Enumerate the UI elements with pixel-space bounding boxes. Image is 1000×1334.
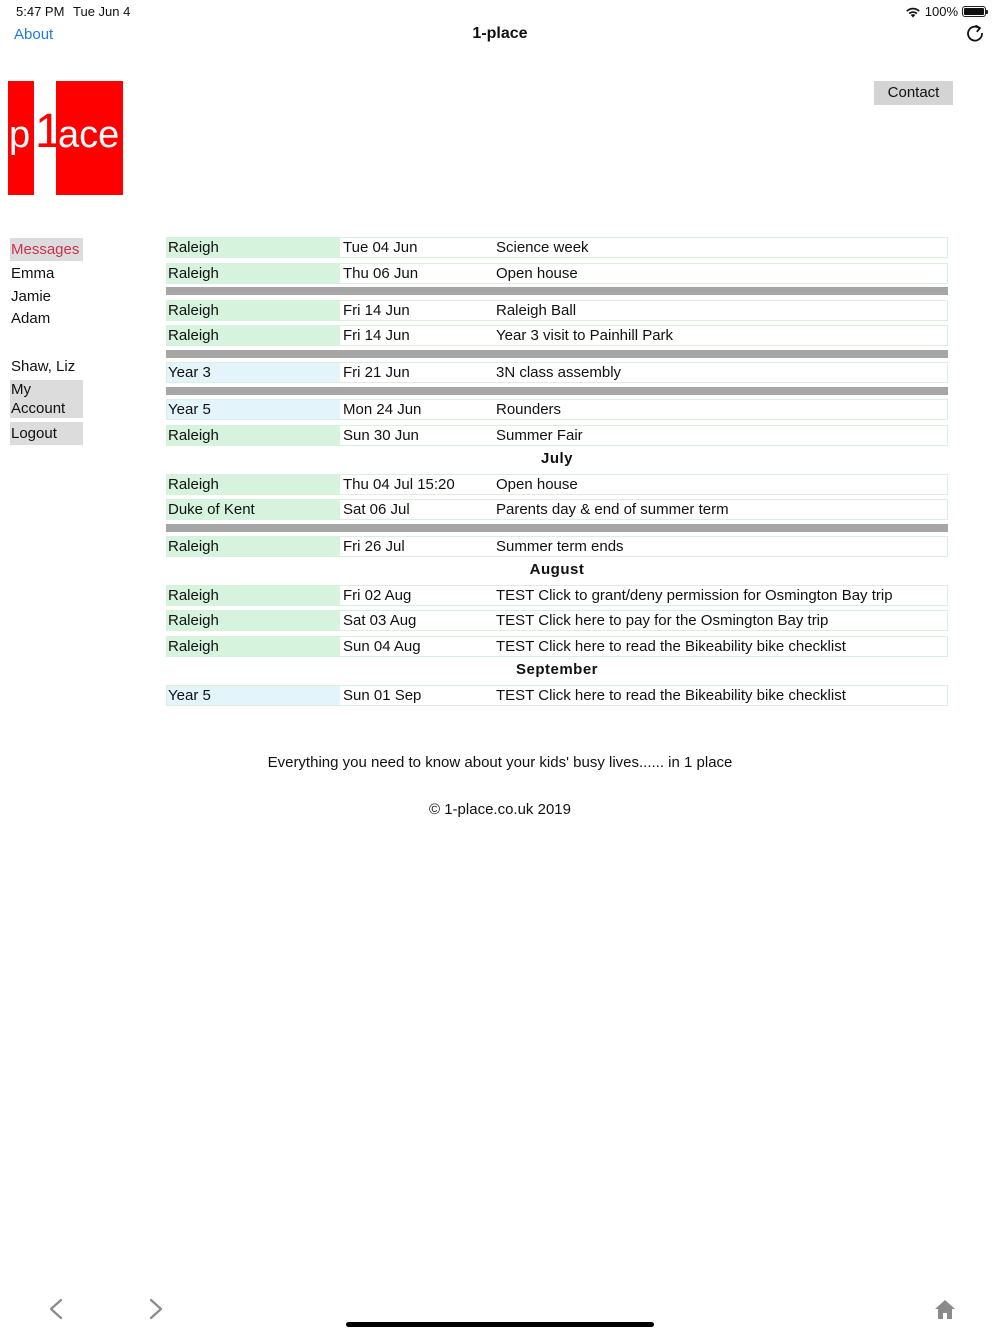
event-title: TEST Click here to read the Bikeability bike checklist: [496, 687, 846, 704]
event-title: Summer term ends: [496, 538, 624, 555]
event-row[interactable]: [166, 585, 948, 606]
home-indicator: [346, 1322, 654, 1327]
event-group: Raleigh: [167, 586, 340, 605]
logo[interactable]: [8, 81, 123, 195]
event-row[interactable]: [166, 263, 948, 284]
month-heading: September: [515, 661, 599, 678]
event-group: Year 5: [167, 686, 340, 705]
event-title: 3N class assembly: [496, 364, 622, 381]
battery-percent: 100%: [924, 4, 958, 19]
sidebar-item-child[interactable]: Emma: [11, 265, 55, 282]
forward-arrow-icon[interactable]: [146, 1297, 166, 1321]
event-row[interactable]: [166, 474, 948, 495]
tagline: Everything you need to know about your kids' busy lives...... in 1 place: [267, 754, 733, 771]
wifi-icon: [905, 6, 921, 18]
event-date: Fri 14 Jun: [343, 327, 410, 344]
event-title: Parents day & end of summer term: [496, 501, 729, 518]
event-title: Summer Fair: [496, 427, 583, 444]
event-group: Year 3: [167, 363, 340, 382]
event-group: Raleigh: [167, 264, 340, 283]
week-separator: [166, 524, 948, 532]
about-link[interactable]: About: [14, 26, 54, 43]
event-row[interactable]: [166, 237, 948, 258]
event-date: Sun 04 Aug: [343, 638, 421, 655]
home-icon[interactable]: [934, 1298, 956, 1320]
status-date: Tue Jun 4: [73, 4, 131, 19]
event-group: Raleigh: [167, 238, 340, 257]
event-date: Thu 04 Jul 15:20: [343, 476, 455, 493]
event-title: TEST Click to grant/deny permission for Osmington Bay trip: [496, 587, 893, 604]
month-heading: July: [540, 450, 573, 467]
event-row[interactable]: [166, 636, 948, 657]
event-row[interactable]: [166, 300, 948, 321]
event-date: Fri 14 Jun: [343, 302, 410, 319]
event-row[interactable]: [166, 499, 948, 520]
event-title: Open house: [496, 476, 578, 493]
event-group: Duke of Kent: [167, 500, 340, 519]
event-row[interactable]: [166, 325, 948, 346]
event-row[interactable]: [166, 362, 948, 383]
event-group: Raleigh: [167, 637, 340, 656]
event-date: Fri 02 Aug: [343, 587, 412, 604]
event-row[interactable]: [166, 399, 948, 420]
status-time: 5:47 PM: [16, 4, 65, 19]
back-arrow-icon[interactable]: [46, 1297, 66, 1321]
logo-letter-p: p: [9, 114, 31, 156]
event-group: Raleigh: [167, 326, 340, 345]
event-date: Sat 03 Aug: [343, 612, 417, 629]
refresh-icon[interactable]: [964, 22, 986, 44]
sidebar-item-my-account[interactable]: My Account: [10, 380, 83, 418]
event-date: Thu 06 Jun: [343, 265, 419, 282]
event-title: Raleigh Ball: [496, 302, 577, 319]
event-title: TEST Click here to pay for the Osmington Bay trip: [496, 612, 829, 629]
event-group: Raleigh: [167, 426, 340, 445]
event-title: Year 3 visit to Painhill Park: [496, 327, 674, 344]
event-date: Tue 04 Jun: [343, 239, 418, 256]
event-date: Mon 24 Jun: [343, 401, 422, 418]
page-title: 1-place: [472, 25, 528, 42]
week-separator: [166, 287, 948, 295]
logo-letters-ace: ace: [58, 114, 120, 156]
navigation-bar: [0, 22, 1000, 48]
event-title: Open house: [496, 265, 578, 282]
event-date: Sun 30 Jun: [343, 427, 419, 444]
event-group: Raleigh: [167, 537, 340, 556]
event-date: Sun 01 Sep: [343, 687, 422, 704]
event-title: Rounders: [496, 401, 562, 418]
sidebar-item-logout[interactable]: Logout: [10, 422, 83, 445]
event-row[interactable]: [166, 536, 948, 557]
event-title: Science week: [496, 239, 589, 256]
sidebar-item-child[interactable]: Jamie: [11, 288, 52, 305]
status-bar: [0, 0, 1000, 24]
event-row[interactable]: [166, 425, 948, 446]
event-group: Raleigh: [167, 475, 340, 494]
copyright: © 1-place.co.uk 2019: [429, 801, 571, 818]
sidebar-item-messages[interactable]: Messages: [10, 238, 83, 261]
event-group: Raleigh: [167, 611, 340, 630]
week-separator: [166, 387, 948, 395]
event-date: Sat 06 Jul: [343, 501, 410, 518]
sidebar-user-name: Shaw, Liz: [11, 358, 76, 375]
sidebar-item-child[interactable]: Adam: [11, 310, 51, 327]
event-row[interactable]: [166, 685, 948, 706]
event-title: TEST Click here to read the Bikeability bike checklist: [496, 638, 846, 655]
logo-digit: 1: [35, 105, 62, 158]
event-date: Fri 26 Jul: [343, 538, 405, 555]
event-group: Raleigh: [167, 301, 340, 320]
week-separator: [166, 350, 948, 358]
month-heading: August: [529, 561, 585, 578]
event-date: Fri 21 Jun: [343, 364, 410, 381]
contact-button[interactable]: Contact: [874, 81, 953, 105]
event-group: Year 5: [167, 400, 340, 419]
event-row[interactable]: [166, 610, 948, 631]
battery-icon: [962, 6, 986, 17]
